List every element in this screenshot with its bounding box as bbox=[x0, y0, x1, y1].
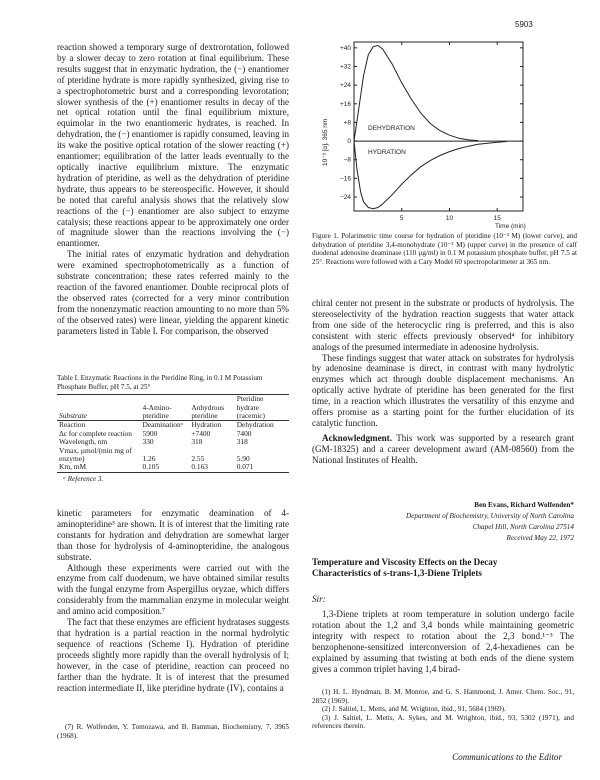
references bbox=[312, 688, 574, 731]
table-header: Substrate bbox=[59, 411, 87, 420]
reference: (2) J. Saltiel, L. Metts, and M. Wrighton, ibid., 91, 5684 (1969). bbox=[322, 705, 506, 714]
table-cell: +7400 bbox=[191, 428, 211, 438]
table-header: Anhydrous pteridine bbox=[191, 402, 225, 420]
table-cell: 0.071 bbox=[236, 462, 254, 472]
table-cell: 0.105 bbox=[142, 462, 160, 472]
table-caption: Table I. Enzymatic Reactions in the Pteridine Ring, in 0.1 M Potassium Phosphate Buffer, pH 7.5, at 25° bbox=[57, 374, 263, 391]
y-tick-label: −8 bbox=[343, 156, 351, 164]
author-block bbox=[312, 500, 574, 544]
paragraph: The initial rates of enzymatic hydration and dehydration were examined spectrophotometrically as a function of substrate concentration; these rates referred mainly to the reaction of the favored enantiomer. Double reciprocal plots of the observed rates (corrected for a very minor contribution from the nonenzymatic reaction amounting to no more than 5% of the observed rates) were linear, yielding the apparent kinetic parameters listed in Table I. For comparison, the observed bbox=[57, 249, 289, 336]
y-axis-label: 10⁻³ [α], 365 nm bbox=[322, 118, 329, 166]
table-cell: Δε for complete reaction bbox=[59, 428, 132, 438]
paragraph: The fact that these enzymes are efficient hydratases suggests that hydration is a partial reaction in the normal hydrolytic sequence of reactions (Scheme I). Hydration of pteridine proceeds slightly more rapidly than the overall hydrolysis of I; however, in the case of pteridine, reaction can proceed no farther than the hydrate. It is of interest that the presumed reaction intermediate II, like pteridine hydrate (IV), contains a bbox=[57, 617, 289, 693]
reference-7: (7) R. Wolfenden, Y. Tomozawa, and B. Bamman, Biochemistry, 7, 3965 (1968). bbox=[57, 723, 289, 740]
paragraph: These findings suggest that water attack on substrates for hydrolysis by adenosine deaminase is direct, in contrast with many hydrolytic enzymes which act through double displacement mechanisms. An optically active hydrate of pteridine has been generated for the first time, in a reaction which illustrates the versatility of this enzyme and offers promise as a starting point for the further elucidation of its catalytic function. bbox=[312, 352, 574, 428]
affiliation-city: Chapel Hill, North Carolina 27514 bbox=[472, 523, 574, 531]
paragraph: 1,3-Diene triplets at room temperature in solution undergo facile rotation about the 1,2 and 3,4 bonds while maintaining geometric integrity with respect to rotation about the 2,3 bond.¹⁻³ The benzophenone-sensitized interconversion of 2,4-hexadienes can be explained by assuming that twisting at both ends of the diene system gives a common triplet having 1,4 birad- bbox=[312, 609, 574, 674]
table-cell: 0.163 bbox=[191, 462, 208, 472]
table-cell: 2.55 bbox=[191, 454, 205, 464]
paragraph: kinetic parameters for enzymatic deamination of 4-aminopteridine³ are shown. It is of interest that the limiting rate constants for hydration and dehydration are somewhat larger than those for hydrolysis of 4-aminopteridine, the analogous substrate. bbox=[57, 508, 289, 562]
acknowledgment-heading: Acknowledgment. bbox=[322, 432, 392, 443]
figure-caption: Figure 1. Polarimetric time course for hydration of pteridine (10⁻³ M) (lower curve), and dehydration of pteridine 3,4-monohydrate (10⁻³ M) (upper curve) in the presence of calf duodenal adenosine deaminase (110 µg/ml) in 0.1 M potassium phosphate buffer, pH 7.5 at 25°. Reactions were followed with a Cary Model 60 spectropolarimeter at 365 nm. bbox=[312, 232, 577, 266]
table-cell: Hydration bbox=[191, 420, 222, 430]
acknowledgment bbox=[312, 433, 574, 466]
paragraph: reaction showed a temporary surge of dextrorotation, followed by a slower decay to zero rotation at final equilibrium. These results suggest that in enzymatic hydration, the (−) enantiomer of pteridine hydrate is more rapidly synthesized, giving rise to a spectrophotometric burst and a corresponding levorotation; slower synthesis of the (+) enantiomer results in decay of the net optical rotation until the final equilibrium mixture, equimolar in the two enantiomeric hydrates, is reached. In dehydration, the (−) enantiomer is rapidly consumed, leaving in its wake the positive optical rotation of the slower reacting (+) enantiomer; equilibration of the latter leads eventually to the optically inactive equilibrium mixture. The enzymatic hydration of pteridine, as well as the dehydration of pteridine hydrate, thus appears to be stereospecific. However, it should be noted that careful analysis shows that the relatively slow reactions of the (−) enantiomer are also subject to enzyme catalysis; these reactions appear to be approximately one order of magnitude slower than the reactions involving the (−) enantiomer. bbox=[57, 42, 289, 249]
page-footer: Communications to the Editor bbox=[452, 752, 562, 762]
y-tick-label: +40 bbox=[339, 44, 351, 52]
data-table bbox=[57, 394, 289, 473]
acknowledgment-text: This work was supported by a research grant (GM-18325) and a career development award (AM-08560) from the National Institutes of Health. bbox=[312, 432, 574, 465]
figure-1-plot bbox=[320, 36, 540, 232]
right-column-top bbox=[312, 298, 574, 466]
table-cell: 7400 bbox=[236, 428, 252, 438]
table-cell: 1.26 bbox=[142, 454, 156, 464]
table-row bbox=[57, 463, 289, 472]
page-number: 5903 bbox=[515, 20, 533, 29]
table-header: Pteridine hydrate (racemic) bbox=[236, 394, 266, 420]
left-column-top bbox=[57, 42, 289, 336]
hydration-label: HYDRATION bbox=[368, 149, 406, 156]
reference: (1) H. L. Hyndman, B. M. Monroe, and G. S. Hammond, J. Amer. Chem. Soc., 91, 2852 (1969). bbox=[312, 688, 574, 705]
reference: (3) J. Saltiel, L. Metts, A. Sykes, and M. Wrighton, ibid., 93, 5302 (1971), and references therein. bbox=[312, 713, 574, 731]
affiliation: Department of Biochemistry, University of North Carolina bbox=[405, 512, 574, 520]
table-cell: 318 bbox=[191, 437, 203, 447]
table-1 bbox=[57, 374, 289, 483]
table-cell: Reaction bbox=[59, 420, 86, 430]
received-date: Received May 22, 1972 bbox=[506, 534, 574, 542]
y-tick-label: 0 bbox=[347, 138, 351, 146]
y-tick-label: +8 bbox=[343, 119, 351, 127]
table-cell: 5.90 bbox=[236, 454, 250, 464]
table-cell: 330 bbox=[142, 437, 154, 447]
table-cell: Deaminationᵃ bbox=[142, 420, 183, 430]
x-tick-label: 10 bbox=[445, 215, 454, 222]
x-tick-label: 5 bbox=[399, 215, 404, 222]
table-footnote: ᵃ Reference 3. bbox=[63, 474, 104, 483]
table-header: 4-Amino-pteridine bbox=[142, 402, 172, 420]
dehydration-label: DEHYDRATION bbox=[368, 125, 415, 132]
table-cell: 318 bbox=[236, 437, 248, 447]
y-tick-label: +32 bbox=[339, 63, 351, 71]
authors: Ben Evans, Richard Wolfenden* bbox=[474, 501, 574, 509]
y-tick-label: −24 bbox=[339, 194, 351, 202]
y-tick-label: −16 bbox=[339, 175, 351, 183]
paragraph: Although these experiments were carried out with the enzyme from calf duodenum, we have obtained similar results with the fungal enzyme from Aspergillus oryzae, which differs considerably from the mammalian enzyme in molecular weight and amino acid composition.⁷ bbox=[57, 562, 289, 617]
table-header-row bbox=[57, 395, 289, 421]
x-axis-label: Time (min) bbox=[495, 223, 526, 230]
y-tick-label: +16 bbox=[339, 100, 351, 108]
article-title: Temperature and Viscosity Effects on the Decay Characteristics of s-trans-1,3-Diene Triplets bbox=[312, 557, 498, 578]
table-cell: Km, mM bbox=[59, 462, 87, 472]
table-row bbox=[57, 447, 289, 464]
paragraph: chiral center not present in the substrate or products of hydrolysis. The stereoselectivity of the hydration reaction suggests that water attack from one side of the heterocyclic ring is preferred, and this is also consistent with steric effects previously observed⁴ for inhibitory analogs of the presumed intermediate in adenosine hydrolysis. bbox=[312, 298, 574, 352]
table-cell: Vmax, µmol/(min mg of enzyme) bbox=[59, 445, 132, 464]
x-tick-label: 15 bbox=[493, 215, 501, 222]
y-tick-label: +24 bbox=[339, 82, 351, 90]
table-cell: 5900 bbox=[142, 428, 158, 438]
table-cell: Wavelength, nm bbox=[59, 437, 108, 447]
salutation: Sir: bbox=[312, 594, 326, 604]
table-cell: Dehydration bbox=[236, 420, 274, 430]
left-column-bottom bbox=[57, 508, 289, 693]
